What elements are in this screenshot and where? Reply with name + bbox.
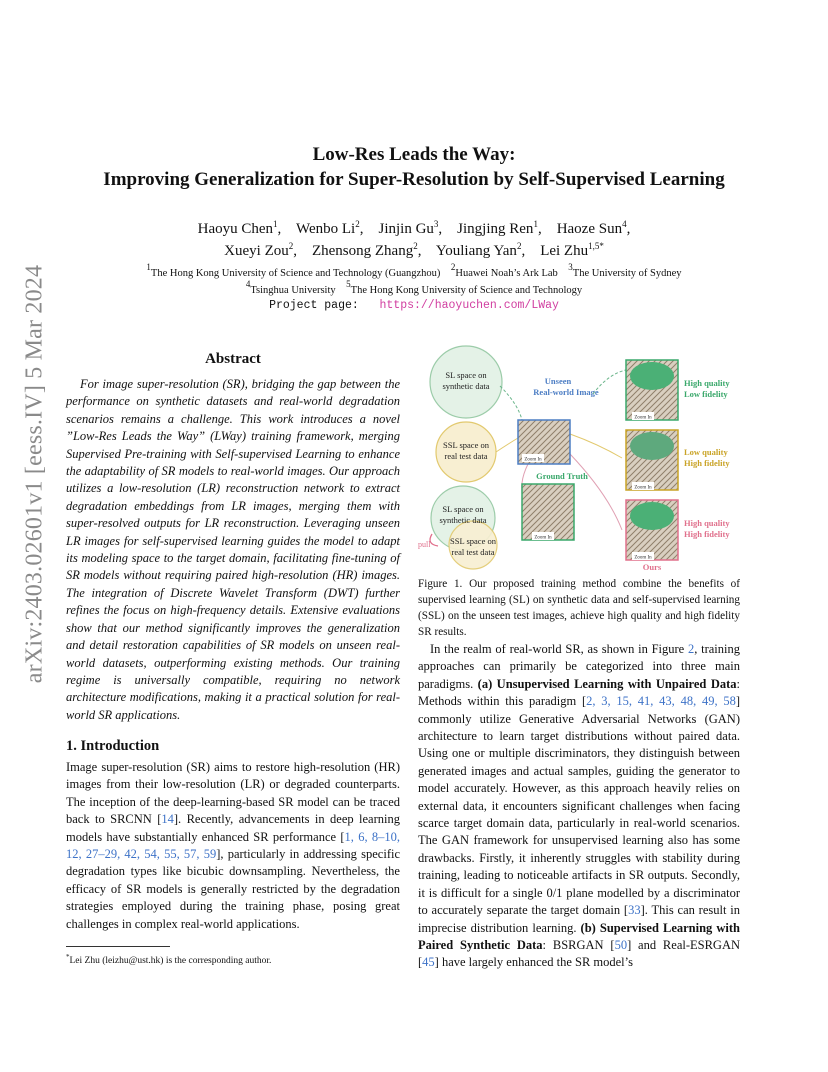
- leaf-shape: [630, 362, 674, 390]
- ssl-real-label-2: real test data: [444, 451, 488, 461]
- affiliation-line-2: [60, 279, 768, 299]
- body-text: In the realm of real-world SR, as shown in Figure: [430, 642, 688, 656]
- sl-combined-label-1: SL space on: [442, 504, 484, 514]
- body-text: : BSRGAN [: [542, 937, 615, 952]
- project-page-label: Project page:: [269, 299, 359, 312]
- unseen-label-1: Unseen: [544, 376, 572, 386]
- citation-link[interactable]: 2, 3, 15, 41, 43, 48, 49, 58: [586, 694, 736, 709]
- author-affiliation-mark: 1: [533, 219, 538, 229]
- affiliation-number: 3: [568, 262, 573, 272]
- ground-truth-label: Ground Truth: [536, 471, 588, 481]
- author-affiliation-mark: 2: [516, 241, 522, 251]
- figure-reference-link[interactable]: 2: [687, 642, 695, 656]
- author: Lei Zhu: [540, 243, 589, 259]
- body-text: ] have largely enhanced the SR model’s: [434, 955, 633, 970]
- affiliation-number: 4: [245, 279, 251, 289]
- citation-link[interactable]: 45: [422, 955, 435, 970]
- affiliations: [60, 262, 768, 299]
- section-heading-introduction: 1. Introduction: [66, 738, 160, 754]
- ssl-combined-label-1: SSL space on: [450, 536, 496, 546]
- footnote: [66, 953, 271, 966]
- zoom-label: Zoom In: [634, 555, 652, 561]
- bold-paradigm-label: (b) Supervised Learning with Paired Synthetic Data: [418, 920, 740, 952]
- zoom-label: Zoom In: [524, 457, 542, 463]
- ssl-combined-label-2: real test data: [451, 547, 495, 557]
- arxiv-sidebar-stamp: [21, 264, 48, 684]
- abstract-text: For image super-resolution (SR), bridging the gap between the performance on synthetic datasets and real-world degradation scenarios remains a challenge. This work introduces a novel ”Low-Res Leads the Way” (LWay) training framework, merging Supervised Pre-training with Self-supervised Learning to enhance the adaptability of SR models to real-world images. Our approach utilizes a low-resolution (LR) reconstruction network to extract degradation embeddings from LR images, merging them with super-resolved outputs for LR reconstruction. Leveraging unseen LR images for self-supervised learning guides the model to adapt its modeling space to the target domain, facilitating fine-tuning of SR models without requiring paired high-resolution (HR) images. The integration of Discrete Wavelet Transform (DWT) further refines the focus on high-frequency details. Extensive evaluations show that our method significantly improves the generalization and detail restoration capabilities of SR models on unseen real-world datasets, outperforming existing methods. Our training regime is universally compatible, requiring no network architecture modifications, making it a practical solution for real-world SR applications.: [66, 377, 400, 722]
- affiliation: The University of Sydney: [572, 268, 682, 279]
- citation-link[interactable]: 14: [161, 812, 174, 827]
- affiliation-line-1: [60, 262, 768, 282]
- author: Jinjin Gu: [378, 221, 434, 237]
- footnote-mark: *: [66, 953, 70, 961]
- body-text: , training approaches can primarily be categorized into three main paradigms.: [418, 642, 740, 691]
- author: Wenbo Li: [296, 221, 356, 237]
- output-2-label-1: Low quality: [684, 447, 728, 457]
- output-1-label-2: Low fidelity: [684, 389, 728, 399]
- connector-2: [570, 434, 622, 458]
- body-text: ]. This can result in imprecise distribution learning.: [418, 903, 740, 935]
- body-text: : Methods within this paradigm [: [418, 676, 740, 709]
- leaf-shape: [630, 502, 674, 530]
- affiliation-number: 2: [450, 262, 456, 272]
- citation-link[interactable]: 50: [614, 937, 628, 952]
- ours-label: Ours: [642, 562, 662, 572]
- zoom-label: Zoom In: [634, 415, 652, 421]
- citation-link[interactable]: 1, 6, 8–10, 12, 27–29, 42, 54, 55, 57, 59: [66, 829, 400, 862]
- connector-1: [496, 438, 518, 452]
- output-2-label-2: High fidelity: [684, 458, 730, 468]
- connector-dashed-1: [500, 386, 522, 420]
- output-3-label-2: High fidelity: [684, 529, 730, 539]
- body-text: ] and Real-ESRGAN [: [418, 937, 741, 970]
- citation-link[interactable]: 33: [628, 903, 641, 918]
- author: Haoyu Chen: [197, 221, 274, 237]
- intro-text: Image super-resolution (SR) aims to restore high-resolution (HR) images from their low-resolution (LR) or degraded counterparts. The inception of the deep-learning-based SR model can be traced back to SRCNN [: [66, 760, 400, 827]
- author-affiliation-mark: 4: [622, 219, 627, 229]
- title-line-1: Low-Res Leads the Way:: [312, 144, 516, 165]
- unseen-label-2: Real-world Image: [533, 387, 599, 397]
- output-1-label-1: High quality: [684, 378, 730, 388]
- author-affiliation-mark: 3: [433, 219, 439, 229]
- affiliation: The Hong Kong University of Science and Technology (Guangzhou): [150, 268, 441, 279]
- author-list: [60, 218, 768, 262]
- ssl-real-label-1: SSL space on: [443, 440, 489, 450]
- body-text: ] commonly utilize Generative Adversarial Networks (GAN) architecture to learn target distributions without paired data. Using one or multiple discriminators, they distinguish between generated images and actual samples, guiding the generator to model accurately. However, as this approach heavily relies on external data, it encounters significant challenges when facing scarce target domain data, particularly in real-world scenarios. The GAN framework for unsupervised learning also has some drawbacks. Firstly, it inherently struggles with stability during training, leading to noticeable artifacts in SR outputs. Secondly, it is difficult for a single 0/1 plane modelled by a discriminator to accurately separate the target domain [: [418, 694, 741, 918]
- paper-title: [60, 142, 768, 192]
- author: Youliang Yan: [435, 243, 517, 259]
- author: Xueyi Zou: [224, 243, 289, 259]
- affiliation: Huawei Noah’s Ark Lab: [455, 268, 558, 279]
- project-page: [60, 299, 768, 312]
- abstract-heading: Abstract: [205, 351, 261, 367]
- author-affiliation-mark: 2: [355, 219, 360, 229]
- author-affiliation-mark: 2: [413, 241, 418, 251]
- author-affiliation-mark: 1: [273, 219, 278, 229]
- author: Jingjing Ren: [457, 221, 534, 237]
- figure-1-caption: Figure 1. Our proposed training method combine the benefits of supervised learning (SL) on synthetic data and self-supervised learning (SSL) on the unseen test images, achieve high quality and high fidelity SR results.: [418, 578, 740, 638]
- intro-text: ], particularly in addressing specific degradation types like bicubic downsampling. Nevertheless, the efficacy of SR models is generally restricted by the degradation strategies employed during the training phase, posing great challenges in complex real-world applications.: [66, 847, 401, 931]
- affiliation-number: 1: [146, 262, 151, 272]
- zoom-label: Zoom In: [634, 485, 652, 491]
- author-affiliation-mark: 2: [288, 241, 294, 251]
- zoom-label: Zoom In: [534, 535, 552, 541]
- sl-combined-label-2: synthetic data: [439, 515, 487, 525]
- right-column-paragraph: [418, 641, 740, 972]
- figure-1-diagram: [418, 334, 740, 572]
- introduction-paragraph: [66, 759, 400, 933]
- footnote-rule: [66, 946, 170, 947]
- connector-3: [570, 454, 622, 530]
- affiliation: Tsinghua University: [250, 285, 336, 296]
- title-line-2: Improving Generalization for Super-Resolution by Self-Supervised Learning: [103, 169, 725, 190]
- output-3-label-1: High quality: [684, 518, 730, 528]
- affiliation-number: 5: [346, 279, 351, 289]
- affiliation: The Hong Kong University of Science and Technology: [350, 285, 583, 296]
- pull-label: pull: [418, 540, 431, 549]
- intro-text: ]. Recently, advancements in deep learning models have substantially enhanced SR performance [: [66, 812, 400, 844]
- sl-synthetic-label-2: synthetic data: [442, 381, 490, 391]
- author-line-2: Xueyi Zou$^2$, Zhensong Zhang$^2$, Youliang Yan$^2$, Lei Zhu$^{1,5*}$: [224, 241, 604, 259]
- leaf-shape: [630, 432, 674, 460]
- sl-synthetic-label-1: SL space on: [445, 370, 487, 380]
- arxiv-id: arXiv:2403.02601v1 [eess.IV] 5 Mar 2024: [21, 264, 48, 684]
- project-page-link[interactable]: https://haoyuchen.com/LWay: [379, 299, 559, 312]
- author-affiliation-mark: 1,5*: [588, 241, 604, 251]
- bold-paradigm-label: (a) Unsupervised Learning with Unpaired Data: [477, 676, 737, 691]
- author-line-1: Haoyu Chen$^1$, Wenbo Li$^2$, Jinjin Gu$^3$, Jingjing Ren$^1$, Haoze Sun$^4$,: [197, 219, 631, 237]
- author: Zhensong Zhang: [311, 243, 414, 259]
- footnote-text: Lei Zhu (leizhu@ust.hk) is the corresponding author.: [69, 956, 272, 966]
- author: Haoze Sun: [556, 221, 623, 237]
- ground-truth-image: [522, 484, 574, 540]
